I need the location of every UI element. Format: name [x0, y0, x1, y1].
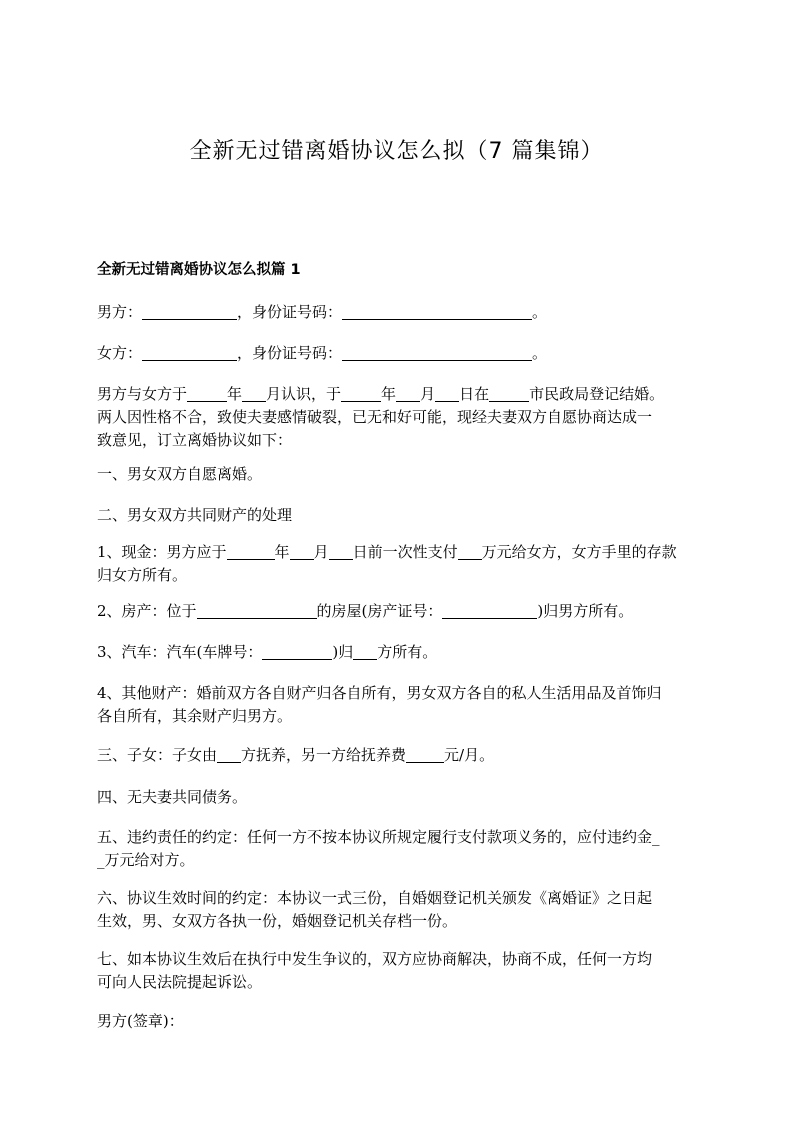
section-heading: 全新无过错离婚协议怎么拟篇 1	[97, 262, 301, 278]
intro-text: 市民政局登记结婚。	[529, 385, 665, 403]
cash-clause	[97, 541, 697, 587]
house-text: 的房屋(房产证号：	[316, 602, 443, 620]
intro-line-1	[97, 383, 697, 406]
breach-line-1: 五、违约责任的约定：任何一方不按本协议所规定履行支付款项义务的，应付违约金_	[97, 828, 660, 846]
car-text: 方所有。	[377, 643, 438, 661]
house-clause	[97, 600, 697, 623]
dispute-line-2: 可向人民法院提起诉讼。	[97, 973, 263, 991]
female-name-blank	[142, 345, 237, 361]
month-blank	[396, 386, 420, 402]
intro-paragraph	[97, 383, 697, 452]
house-text: 2、房产：位于	[97, 602, 197, 620]
male-id-label: ，身份证号码：	[237, 303, 343, 321]
owner-blank	[353, 644, 377, 660]
intro-text: 年	[381, 385, 397, 403]
car-text: 3、汽车：汽车(车牌号：	[97, 643, 263, 661]
cash-text: 万元给女方，女方手里的存款	[481, 543, 677, 561]
female-id-blank	[342, 345, 532, 361]
dispute-clause	[97, 948, 697, 994]
month-blank	[242, 386, 266, 402]
year-blank	[187, 386, 227, 402]
document-title: 全新无过错离婚协议怎么拟（7 篇集锦）	[189, 139, 604, 164]
intro-text: 月认识，于	[266, 385, 342, 403]
female-line-end: 。	[532, 344, 548, 362]
children-clause	[97, 744, 697, 767]
car-text: )归	[332, 643, 354, 661]
deed-number-blank	[442, 603, 537, 619]
children-text: 方抚养，另一方给抚养费	[241, 746, 407, 764]
house-location-blank	[197, 603, 317, 619]
support-amount-blank	[406, 747, 444, 763]
female-party-line	[97, 342, 697, 365]
intro-text: 月	[420, 385, 436, 403]
other-line-1: 4、其他财产：婚前双方各自财产归各自所有，男女双方各自的私人生活用品及首饰归	[97, 684, 662, 702]
cash-text: 年	[274, 543, 290, 561]
car-clause	[97, 641, 697, 664]
clause-1: 一、男女双方自愿离婚。	[97, 465, 263, 483]
male-line-end: 。	[532, 303, 548, 321]
cash-line-1	[97, 541, 697, 564]
intro-line-2: 两人因性格不合，致使夫妻感情破裂，已无和好可能，现经夫妻双方自愿协商达成一	[97, 408, 653, 426]
male-party-line	[97, 301, 697, 324]
dispute-line-1: 七、如本协议生效后在执行中发生争议的，双方应协商解决，协商不成，任何一方均	[97, 950, 653, 968]
male-signature-line: 男方(签章)：	[97, 1012, 184, 1030]
children-text: 三、子女：子女由	[97, 746, 218, 764]
intro-text: 年	[227, 385, 243, 403]
cash-text: 月	[313, 543, 329, 561]
breach-line-2: _万元给对方。	[97, 851, 195, 869]
female-id-label: ，身份证号码：	[237, 344, 343, 362]
female-label: 女方：	[97, 344, 143, 362]
cash-text: 1、现金：男方应于	[97, 543, 227, 561]
children-text: 元/月。	[444, 746, 495, 764]
effect-line-2: 生效，男、女双方各执一份，婚姻登记机关存档一份。	[97, 912, 458, 930]
intro-text: 男方与女方于	[97, 385, 188, 403]
year-blank	[341, 386, 381, 402]
amount-blank	[458, 544, 482, 560]
male-name-blank	[142, 304, 237, 320]
day-blank	[435, 386, 459, 402]
intro-line-3: 致意见，订立离婚协议如下：	[97, 431, 293, 449]
plate-number-blank	[262, 644, 332, 660]
other-line-2: 各自所有，其余财产归男方。	[97, 707, 293, 725]
house-text: )归男方所有。	[537, 602, 634, 620]
intro-text: 日在	[459, 385, 490, 403]
cash-line-2: 归女方所有。	[97, 566, 188, 584]
day-blank	[329, 544, 353, 560]
city-blank	[489, 386, 529, 402]
debt-clause: 四、无夫妻共同债务。	[97, 788, 248, 806]
cash-text: 日前一次性支付	[352, 543, 458, 561]
custody-blank	[217, 747, 241, 763]
male-id-blank	[342, 304, 532, 320]
effect-line-1: 六、协议生效时间的约定：本协议一式三份，自婚姻登记机关颁发《离婚证》之日起	[97, 889, 653, 907]
year-blank	[227, 544, 275, 560]
other-property-clause	[97, 682, 697, 728]
male-label: 男方：	[97, 303, 143, 321]
effect-clause	[97, 887, 697, 933]
month-blank	[290, 544, 314, 560]
clause-2: 二、男女双方共同财产的处理	[97, 506, 293, 524]
breach-clause	[97, 826, 697, 872]
